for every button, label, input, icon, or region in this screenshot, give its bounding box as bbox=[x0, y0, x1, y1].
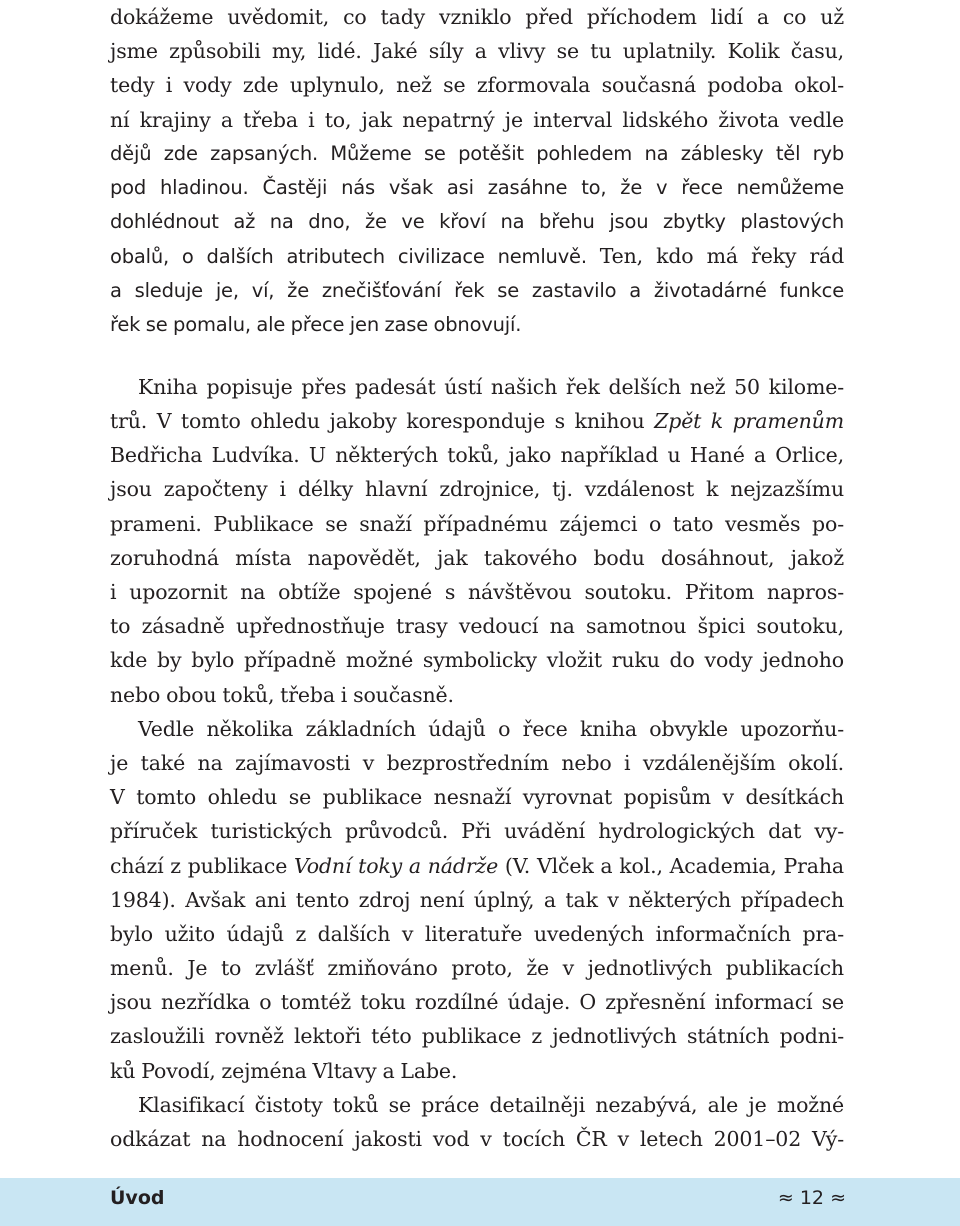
text-line: Kniha popisuje přes padesát ústí našich řek delších než 50 kilome- bbox=[138, 374, 844, 399]
paragraph-gap bbox=[110, 342, 844, 370]
paragraph-1 bbox=[110, 0, 844, 342]
page-number bbox=[778, 1187, 846, 1209]
text-line: dokážeme uvědomit, co tady vzniklo před příchodem lidí a co už bbox=[110, 5, 844, 29]
text-line bbox=[110, 171, 844, 205]
text-line: ní krajiny a třeba i to, jak nepatrný je interval lidského života vedle bbox=[110, 107, 844, 132]
text-line: zoruhodná místa napovědět, jak takového bodu dosáhnout, jakož bbox=[110, 545, 844, 570]
text-span: Ten, kdo má řeky rád bbox=[599, 244, 844, 269]
paragraph-4 bbox=[110, 1088, 844, 1156]
text-span: Můžeme se potěšit pohledem na záblesky těl ryb bbox=[330, 141, 845, 165]
text-line: i upozornit na obtíže spojené s návštěvou soutoku. Přitom napros- bbox=[110, 580, 844, 604]
document-body bbox=[110, 0, 844, 1156]
text-line: jsou započteny i délky hlavní zdrojnice, tj. vzdálenost k nejzazšímu bbox=[110, 477, 844, 502]
text-span: Častěji nás však asi zasáhne to, že v řece nemůžeme bbox=[262, 175, 844, 199]
text-line: to zásadně upřednostňuje trasy vedoucí na samotnou špici soutoku, bbox=[110, 614, 844, 639]
text-line: tedy i vody zde uplynulo, než se zformovala současná podoba okol- bbox=[110, 73, 844, 98]
text-line bbox=[110, 404, 844, 438]
text-line: zasloužili rovněž lektoři této publikace z jednotlivých státních podni- bbox=[110, 1024, 844, 1049]
text-line: kde by bylo případně možné symbolicky vložit ruku do vody jednoho bbox=[110, 648, 844, 673]
text-line bbox=[110, 239, 844, 273]
text-line: Klasifikací čistoty toků se práce detailněji nezabývá, ale je možné bbox=[138, 1092, 844, 1117]
text-span: obalů, o dalších atributech civilizace nemluvě. bbox=[110, 245, 587, 269]
paragraph-2 bbox=[110, 370, 844, 712]
text-line: prameni. Publikace se snaží případnému zájemci o tato vesměs po- bbox=[110, 511, 844, 536]
text-line: a sleduje je, ví, že znečišťování řek se zastavilo a životadárné funkce bbox=[110, 278, 844, 302]
text-line: menů. Je to zvlášť zmiňováno proto, že v jednotlivých publikacích bbox=[110, 956, 844, 981]
text-line: odkázat na hodnocení jakosti vod v tocích ČR v letech 2001–02 Vý- bbox=[110, 1127, 844, 1151]
text-line bbox=[110, 137, 844, 171]
wave-right-icon: ≈ bbox=[830, 1187, 846, 1209]
text-line: je také na zajímavosti v bezprostředním nebo i vzdálenějším okolí. bbox=[110, 750, 844, 775]
paragraph-3 bbox=[110, 712, 844, 1088]
text-span: (V. Vlček a kol., Academia, Praha bbox=[498, 853, 844, 878]
text-line: 1984). Avšak ani tento zdroj není úplný, a tak v některých případech bbox=[110, 887, 844, 912]
text-line: nebo obou toků, třeba i současně. bbox=[110, 682, 454, 707]
text-span: chází z publikace bbox=[110, 853, 294, 878]
text-line: ků Povodí, zejména Vltavy a Labe. bbox=[110, 1058, 458, 1083]
text-line: V tomto ohledu se publikace nesnaží vyrovnat popisům v desítkách bbox=[110, 785, 844, 810]
text-line: řek se pomalu, ale přece jen zase obnovují. bbox=[110, 312, 522, 336]
text-line: jsou nezřídka o tomtéž toku rozdílné údaje. O zpřesnění informací se bbox=[110, 990, 844, 1015]
text-span: dějů zde zapsaných. bbox=[110, 141, 318, 165]
section-title: Úvod bbox=[110, 1187, 165, 1209]
text-line: příruček turistických průvodců. Při uvádění hydrologických dat vy- bbox=[110, 819, 844, 844]
text-line: Vedle několika základních údajů o řece kniha obvykle upozorňu- bbox=[138, 716, 844, 741]
book-title: Vodní toky a nádrže bbox=[293, 853, 499, 878]
text-span: trů. V tomto ohledu jakoby koresponduje s knihou bbox=[110, 409, 655, 434]
text-line: dohlédnout až na dno, že ve křoví na břehu jsou zbytky plastových bbox=[110, 210, 844, 234]
text-line: bylo užito údajů z dalších v literatuře uvedených informačních pra- bbox=[110, 921, 844, 946]
page-number-value: 12 bbox=[799, 1187, 825, 1209]
text-span: pod hladinou. bbox=[110, 175, 249, 199]
wave-left-icon: ≈ bbox=[777, 1187, 794, 1209]
book-title: Zpět k pramenům bbox=[654, 409, 844, 434]
text-line: Bedřicha Ludvíka. U některých toků, jako například u Hané a Orlice, bbox=[110, 443, 844, 468]
text-line: jsme způsobili my, lidé. Jaké síly a vlivy se tu uplatnily. Kolik času, bbox=[110, 39, 844, 64]
text-line bbox=[110, 849, 844, 883]
